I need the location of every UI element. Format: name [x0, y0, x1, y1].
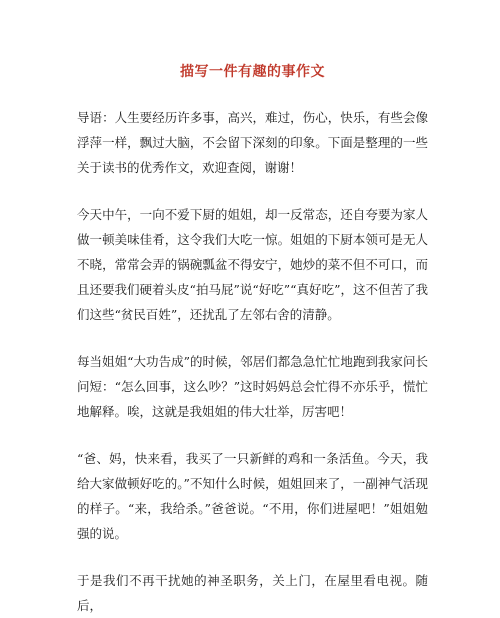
- paragraph-neighbors: 每当姐姐“大功告成”的时候，邻居们都急急忙忙地跑到我家问长问短：“怎么回事，这么吵？”这时妈妈总会忙得不亦乐乎，慌忙地解释。唉，这就是我姐姐的伟大壮举，厉害吧！: [77, 354, 428, 419]
- paragraph-watching-tv: 于是我们不再干扰她的神圣职务，关上门，在屋里看电视。随后，: [77, 573, 428, 613]
- article-title: 描写一件有趣的事作文: [180, 64, 325, 80]
- paragraph-sister-cooking: 今天中午，一向不爱下厨的姐姐，却一反常态，还自夸要为家人做一顿美味佳肴，这令我们大吃一惊。姐姐的下厨本领可是无人不晓，常常会弄的锅碗瓢盆不得安宁，她炒的菜不但不可口，而且还要我们硬着头皮“拍马屁”说“好吃”“真好吃”，这不但苦了我们这些“贫民百姓”，还扰乱了左邻右舍的清静。: [77, 207, 428, 322]
- paragraph-chicken-fish: “爸、妈，快来看，我买了一只新鲜的鸡和一条活鱼。今天，我给大家做顿好吃的。”不知什么时候，姐姐回来了，一副神气活现的样子。“来，我给杀。”爸爸说。“不用，你们进屋吧！”姐姐勉强的说。: [77, 451, 428, 541]
- paragraph-intro: 导语：人生要经历许多事，高兴，难过，伤心，快乐，有些会像浮萍一样，飘过大脑，不会留下深刻的印象。下面是整理的一些关于读书的优秀作文，欢迎查阅，谢谢！: [77, 110, 428, 175]
